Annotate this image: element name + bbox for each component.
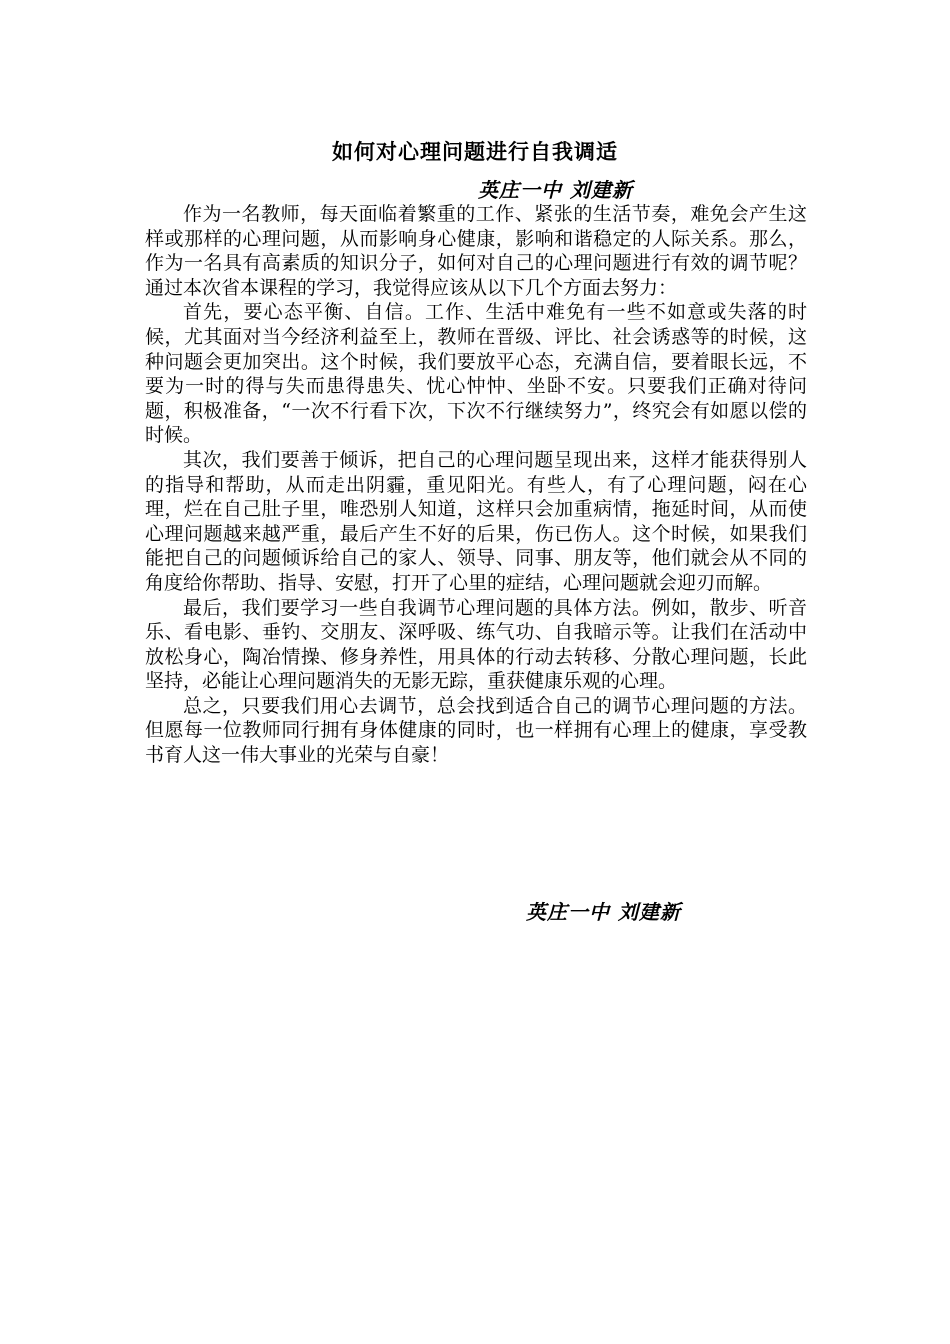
paragraph-third-point: 最后，我们要学习一些自我调节心理问题的具体方法。例如，散步、听音乐、看电影、垂钓、交朋友、深呼吸、练气功、自我暗示等。让我们在活动中放松身心，陶冶情操、修身养性，用具体的行动去转移、分散心理问题，长此坚持，必能让心理问题消失的无影无踪，重获健康乐观的心理。 (145, 596, 807, 693)
paragraph-intro: 作为一名教师，每天面临着繁重的工作、紧张的生活节奏，难免会产生这样或那样的心理问题，从而影响身心健康，影响和谐稳定的人际关系。那么，作为一名具有高素质的知识分子，如何对自己的心理问题进行有效的调节呢？通过本次省本课程的学习，我觉得应该从以下几个方面去努力： (145, 203, 807, 299)
paragraph-second-point: 其次，我们要善于倾诉，把自己的心理问题呈现出来，这样才能获得别人的指导和帮助，从而走出阴霾，重见阳光。有些人，有了心理问题，闷在心理，烂在自己肚子里，唯恐别人知道，这样只会加重病情，拖延时间，从而使心理问题越来越严重，最后产生不好的后果，伤已伤人。这个时候，如果我们能把自己的问题倾诉给自己的家人、领导、同事、朋友等，他们就会从不同的角度给你帮助、指导、安慰，打开了心里的症结，心理问题就会迎刃而解。 (145, 448, 807, 594)
author-byline-bottom: 英庄一中 刘建新 (526, 900, 681, 924)
paragraph-first-point: 首先，要心态平衡、自信。工作、生活中难免有一些不如意或失落的时候，尤其面对当今经济利益至上，教师在晋级、评比、社会诱惑等的时候，这种问题会更加突出。这个时候，我们要放平心态，充满自信，要着眼长远，不要为一时的得与失而患得患失、忧心忡忡、坐卧不安。只要我们正确对待问题，积极准备，“一次不行看下次，下次不行继续努力”，终究会有如愿以偿的时候。 (145, 301, 807, 447)
document-title: 如何对心理问题进行自我调适 (332, 139, 618, 164)
paragraph-conclusion: 总之，只要我们用心去调节，总会找到适合自己的调节心理问题的方法。但愿每一位教师同行拥有身体健康的同时，也一样拥有心理上的健康，享受教书育人这一伟大事业的光荣与自豪！ (145, 694, 807, 767)
document-body (145, 202, 807, 768)
author-byline-top: 英庄一中 刘建新 (478, 178, 633, 202)
